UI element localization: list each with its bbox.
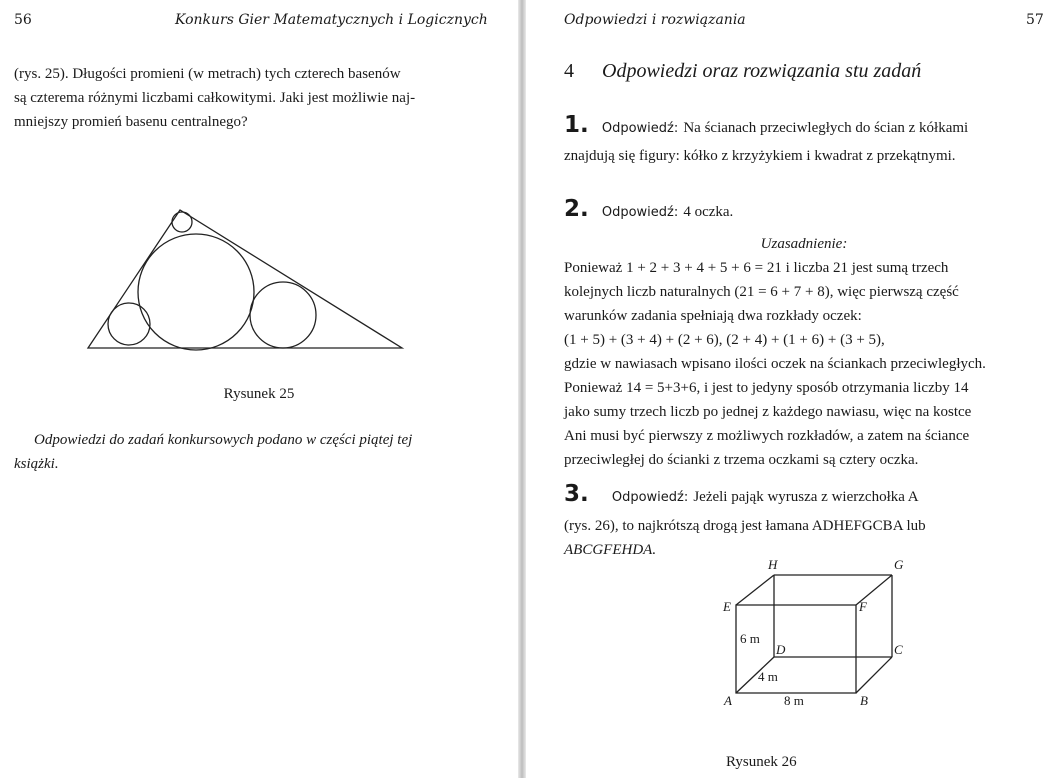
answer-1-number: 1. [564,112,589,138]
vertex-label: B [860,693,868,708]
figure-25-triangle-diagram [80,200,410,360]
page-number-left: 56 [14,12,32,28]
justification-text [564,256,1044,472]
left-circle [108,303,150,345]
answer-3-text: Jeżeli pająk wyrusza z wierzchołka A [693,489,919,505]
answer-1 [564,112,1044,140]
chapter-title: Odpowiedzi oraz rozwiązania stu zadań [602,60,922,82]
justification-line: Ani musi być pierwszy z możliwych rozkładów, a zatem na ściance [564,428,970,444]
vertex-label: A [724,693,732,708]
justification-line: gdzie w nawiasach wpisano ilości oczek na ściankach przeciwległych. [564,356,986,372]
justification-line: Ponieważ 1 + 2 + 3 + 4 + 5 + 6 = 21 i liczba 21 jest sumą trzech [564,260,949,276]
problem-text [14,62,514,142]
answer-3-number: 3. [564,481,589,507]
justification-line: warunków zadania spełniają dwa rozkłady oczek: [564,308,862,324]
vertex-label: C [894,642,903,657]
answer-1-text: Na ścianach przeciwległych do ścian z kółkami [683,120,969,136]
answer-2-text: 4 oczka. [683,204,734,220]
dimension-height: 6 m [740,631,760,646]
answer-3-text-3: ABCGFEHDA. [564,542,657,558]
answer-3-text-2: (rys. 26), to najkrótszą drogą jest łamana ADHEFGCBA lub [564,518,926,534]
small-top-circle [172,212,192,232]
box-edge-EH [736,575,774,605]
answer-3 [564,481,919,509]
dimension-depth: 4 m [758,669,778,684]
central-pool-circle [138,234,254,350]
problem-line: (rys. 25). Długości promieni (w metrach) tych czterech basenów [14,66,401,82]
problem-line: są czterema różnymi liczbami całkowitymi. Jaki jest możliwie naj- [14,90,416,106]
justification-title: Uzasadnienie: [760,236,848,252]
dimension-width: 8 m [784,693,804,708]
vertex-label: H [768,557,778,572]
running-head-left: Konkurs Gier Matematycznych i Logicznych [175,12,488,28]
vertex-label: G [894,557,904,572]
justification-line: Ponieważ 14 = 5+3+6, i jest to jedyny sposób otrzymania liczby 14 [564,380,969,396]
vertex-label: F [859,599,867,614]
justification-line: jako sumy trzech liczb po jednej z każdego nawiasu, więc na kostce [564,404,972,420]
answer-1-text-2: znajdują się figury: kółko z krzyżykiem i kwadrat z przekątnymi. [564,148,956,164]
running-head-right: Odpowiedzi i rozwiązania [564,12,746,28]
figure-26-caption: Rysunek 26 [726,754,797,770]
figure-25-caption: Rysunek 25 [223,386,295,402]
answer-2-number: 2. [564,196,589,222]
justification-line: przeciwległej do ścianki z trzema oczkami są cztery oczka. [564,452,919,468]
note-text [14,428,514,488]
triangle [88,210,402,348]
chapter-number: 4 [564,60,574,82]
box-front-face [736,605,856,693]
answer-2-label: Odpowiedź: [601,205,679,220]
note-line: książki. [14,456,59,472]
figure-26-box-diagram [716,555,916,715]
box-edge-BC [856,657,892,693]
right-circle [250,282,316,348]
book-gutter [518,0,526,778]
justification-line: (1 + 5) + (3 + 4) + (2 + 6), (2 + 4) + (1 + 6) + (3 + 5), [564,332,885,348]
answer-1-label: Odpowiedź: [601,121,679,136]
page-number-right: 57 [1026,12,1044,28]
answer-2 [564,196,733,224]
justification-line: kolejnych liczb naturalnych (21 = 6 + 7 + 8), więc pierwszą część [564,284,959,300]
right-page [526,0,1050,778]
problem-line: mniejszy promień basenu centralnego? [14,114,248,130]
answer-3-label: Odpowiedź: [611,490,689,505]
vertex-label: D [776,642,786,657]
note-line: Odpowiedzi do zadań konkursowych podano w części piątej tej [34,432,413,448]
left-page [0,0,518,778]
vertex-label: E [723,599,731,614]
